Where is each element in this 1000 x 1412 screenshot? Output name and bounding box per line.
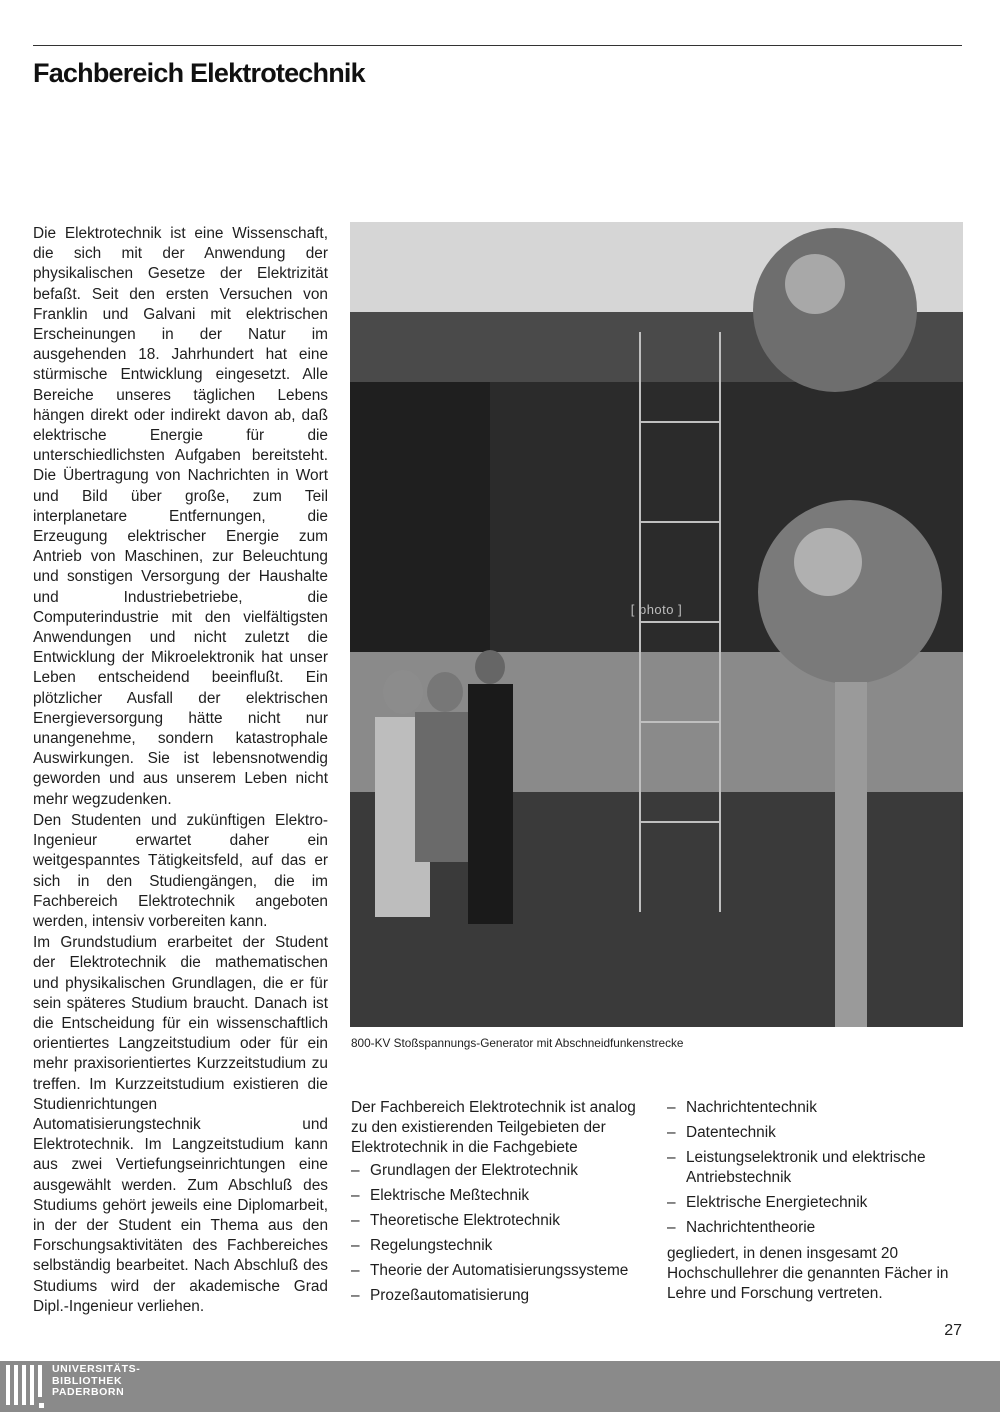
department-list-continued [667, 1098, 967, 1238]
dash-mark: – [351, 1236, 360, 1254]
list-item [351, 1161, 651, 1181]
department-list [351, 1161, 651, 1306]
list-item [351, 1286, 651, 1306]
library-name-line: PADERBORN [52, 1386, 125, 1398]
right-column [667, 1098, 967, 1305]
library-logo-icon [6, 1365, 46, 1409]
photo-placeholder [350, 222, 963, 1027]
list-item-label: Nachrichtentechnik [686, 1099, 817, 1116]
figure-caption: 800-KV Stoßspannungs-Generator mit Abschneidfunkenstrecke [351, 1036, 684, 1050]
library-name [52, 1364, 140, 1399]
list-item [351, 1186, 651, 1206]
top-rule [33, 45, 962, 46]
list-item [667, 1123, 967, 1143]
list-item-label: Theoretische Elektrotechnik [370, 1211, 560, 1229]
list-item-label: Theorie der Automatisierungssysteme [370, 1261, 629, 1279]
list-item-label: Datentechnik [686, 1124, 776, 1141]
body-paragraph: Die Elektrotechnik ist eine Wissenschaft, die sich mit der Anwendung der physikalischen Gesetze der Elektrizität befaßt. Seit den ersten Versuchen von Franklin und Galvani mit elektrischen Erscheinungen in der Natur im ausgehenden 18. Jahrhundert hat eine stürmische Entwicklung eingesetzt. Alle Bereiche unseres täglichen Lebens hängen direkt oder indirekt davon ab, daß elektrische Energie für die unterschiedlichsten Aufgaben bereitsteht. Die Übertragung von Nachrichten in Wort und Bild über große, zum Teil interplanetare Entfernungen, die Erzeugung elektrischer Energie zum Antrieb von Maschinen, zur Beleuchtung und sonstigen Versorgung der Haushalte und Industriebetriebe, die Computerindustrie mit den vielfältigsten Anwendungen und nicht zuletzt die Entwicklung der Mikroelektronik hat unser Leben entscheidend beeinflußt. Ein plötzlicher Ausfall der elektrischen Energieversorgung hätte nicht nur unangenehme, sondern katastrophale Auswirkungen. Sie ist lebensnotwendig geworden und aus unserem Leben nicht mehr wegzudenken. [33, 225, 328, 808]
intro-paragraph: Der Fachbereich Elektrotechnik ist analog zu den existierenden Teilgebieten der Elektrotechnik in die Fachgebiete [351, 1099, 636, 1157]
list-item [667, 1218, 967, 1238]
list-item [667, 1098, 967, 1118]
closing-paragraph: gegliedert, in denen insgesamt 20 Hochschullehrer die genannten Fächer in Lehre und Forschung vertreten. [667, 1245, 949, 1303]
photo-placeholder-label: [ photo ] [630, 602, 683, 617]
list-item [667, 1148, 967, 1188]
photo-sketch [350, 222, 963, 1027]
list-item [351, 1236, 651, 1256]
library-name-line: BIBLIOTHEK [52, 1374, 123, 1387]
list-item-label: Elektrische Energietechnik [686, 1194, 868, 1211]
page-number: 27 [944, 1322, 962, 1339]
list-item-label: Elektrische Meßtechnik [370, 1186, 530, 1204]
list-item-label: Grundlagen der Elektrotechnik [370, 1161, 578, 1179]
dash-mark: – [351, 1261, 360, 1279]
dash-mark: – [667, 1099, 676, 1116]
list-item-label: Nachrichtentheorie [686, 1219, 816, 1236]
body-paragraph: Im Grundstudium erarbeitet der Student der Elektrotechnik die mathematischen und physikalischen Grundlagen, die er für sein späteres Studium braucht. Danach ist die Entscheidung für ein wissenschaftlich orientiertes Langzeitstudium oder für ein mehr praxisorientiertes Kurzzeitstudium zu treffen. Im Kurzzeitstudium existieren die Studienrichtungen Automatisierungstechnik und Elektrotechnik. Im Langzeitstudium kann aus zwei Vertiefungseinrichtungen eine ausgewählt werden. Zum Abschluß des Studiums gehört jeweils eine Diplomarbeit, in der der Student ein Thema aus den Forschungsaktivitäten des Fachbereiches selbständig bearbeitet. Nach Abschluß des Studiums wird der akademische Grad Dipl.-Ingenieur verliehen. [33, 934, 328, 1315]
library-footer [0, 1361, 1000, 1412]
list-item-label: Leistungselektronik und elektrische Antriebstechnik [686, 1149, 926, 1186]
middle-column [351, 1098, 651, 1311]
list-item [351, 1211, 651, 1231]
list-item-label: Regelungstechnik [370, 1236, 493, 1254]
body-paragraph: Den Studenten und zukünftigen Elektro-Ingenieur erwartet daher ein weitgespanntes Tätigkeitsfeld, auf das er sich in den Studiengängen, die im Fachbereich Elektrotechnik angeboten werden, intensiv vorbereiten kann. [33, 811, 328, 930]
dash-mark: – [351, 1211, 360, 1229]
library-name-line: UNIVERSITÄTS- [52, 1363, 141, 1375]
dash-mark: – [667, 1219, 676, 1236]
list-item-label: Prozeßautomatisierung [370, 1286, 530, 1304]
left-column [33, 224, 328, 1318]
dash-mark: – [351, 1186, 360, 1204]
list-item [667, 1193, 967, 1213]
dash-mark: – [667, 1149, 676, 1166]
list-item [351, 1261, 651, 1281]
dash-mark: – [351, 1286, 360, 1304]
dash-mark: – [667, 1124, 676, 1141]
dash-mark: – [667, 1194, 676, 1211]
page-title: Fachbereich Elektrotechnik [33, 58, 365, 88]
dash-mark: – [351, 1161, 360, 1179]
